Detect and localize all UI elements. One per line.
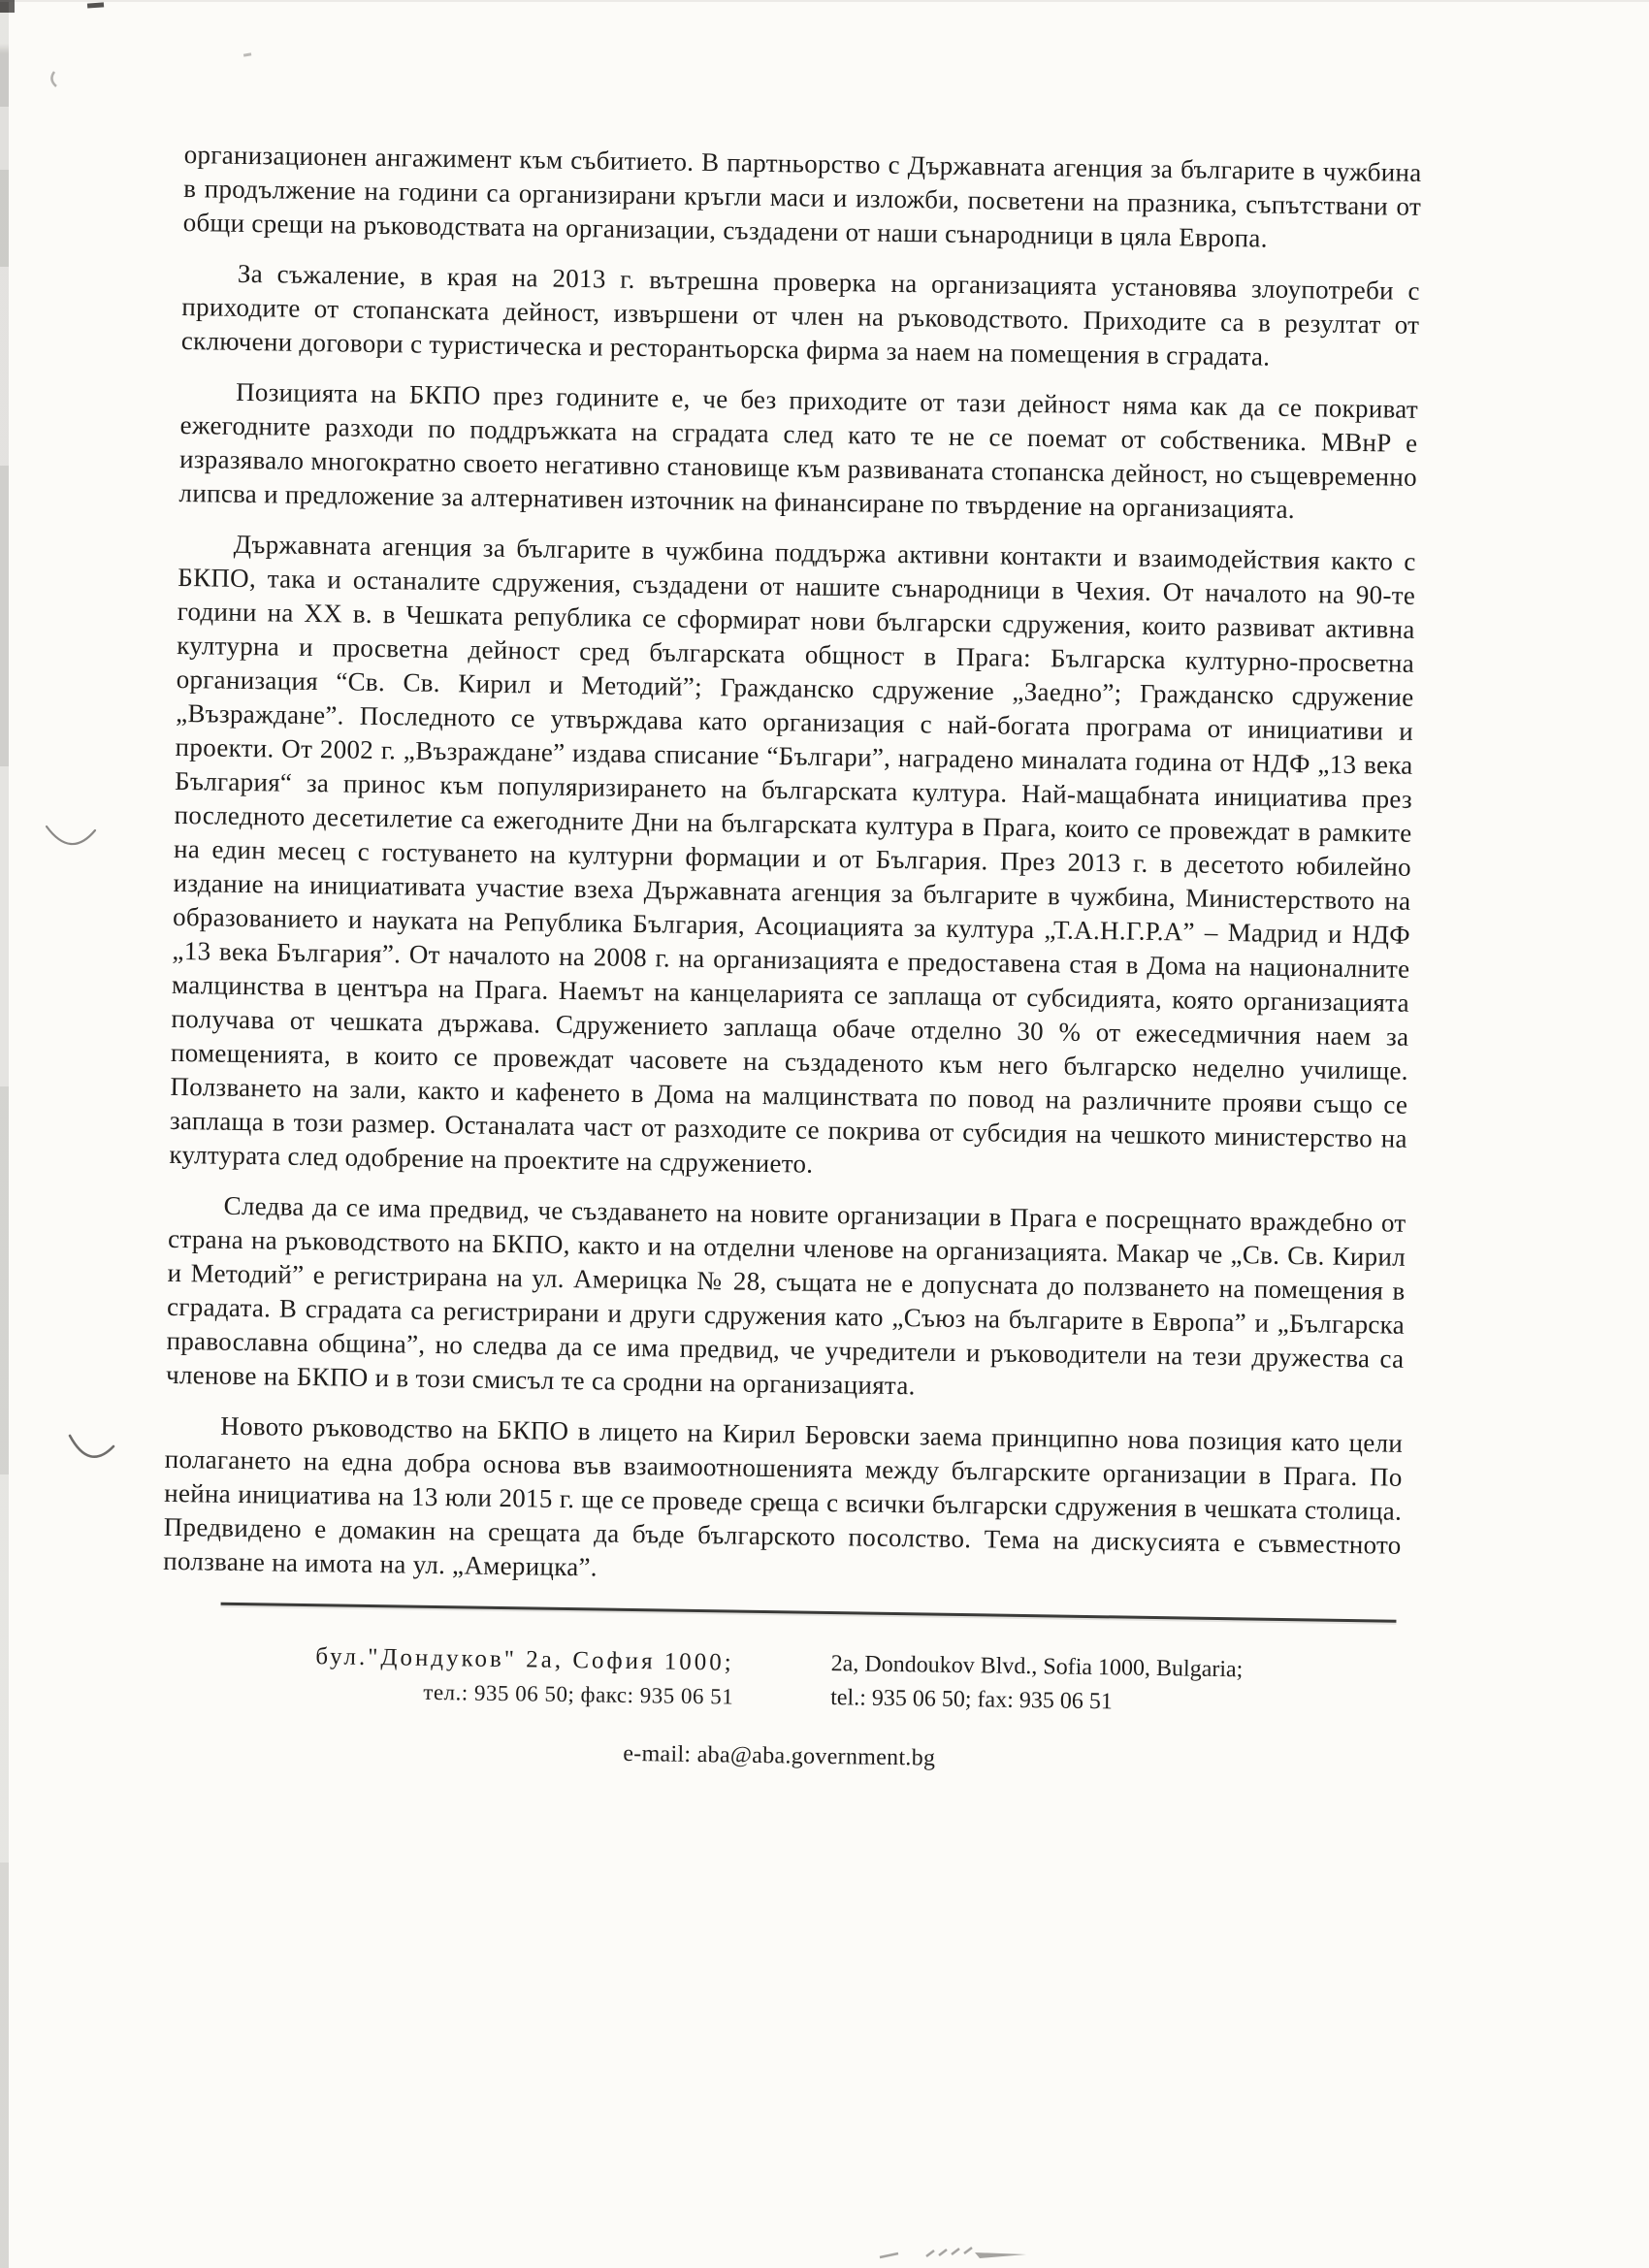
footer-address-en-line2: tel.: 935 06 50; fax: 935 06 51 — [830, 1685, 1114, 1715]
body-paragraph-2: За съжаление, в края на 2013 г. вътрешна проверка на организацията установява злоупотреби с приходите от стопанската дейност, извършени от член на ръководството. Приходите са в резултат от сключени договори с туристическа и ресторантьорска фирма за наем на помещения в сградата. — [180, 258, 1421, 372]
body-paragraph-4: Държавната агенция за българите в чужбина поддържа активни контакти и взаимодействия както с БКПО, така и останалите сдружения, създадени от нашите сънародници в Чехия. От началото на 90-те години на ХХ в. в Чешката република се сформират нови български сдружения, които развиват активна културна и просветна дейност сред българската общност в Прага: Българска културно-просветна организация “Св. Св. Кирил и Методий”; Гражданско сдружение „Заедно”; Гражданско сдружение „Възраждане”. Последното се утвърждава като организация с най-богата програма от инициативи и проекти. От 2002 г. „Възраждане” издава списание “Българи”, наградено миналата година от НДФ „13 века България“ за принос към популяризирането на българската култура. Най-мащабната инициатива през последното десетилетие са ежегодните Дни на българската култура в Прага, които се провеждат в рамките на един месец с гостуването на културни формации и от България. През 2013 г. в десетото юбилейно издание на инициативата участие взеха Държавната агенция за българите в чужбина, Министерството на образованието и науката на Република България, Асоциацията за култура „Т.А.Н.Г.Р.А” – Мадрид и НДФ „13 века България”. От началото на 2008 г. на организацията е предоставена стая в Дома на националните малцинства в центъра на Прага. Наемът на канцеларията се заплаща от субсидията, която организацията получава от чешката държава. Сдружението заплаща обаче отделно 30 % от ежеседмичния наем за помещенията, в които се провеждат часовете на създаденото към него българско неделно училище. Ползването на зали, както и кафенето в Дома на малцинствата по повод на различните прояви също се заплаща в този размер. Останалата част от разходите се покрива от субсидия на чешкото министерство на културата след одобрение на проектите на сдружението. — [169, 529, 1416, 1179]
footer-email: e-mail: aba@aba.government.bg — [623, 1740, 936, 1771]
footer-divider-line — [221, 1603, 1397, 1623]
footer-address-bg-line1: бул."Дондуков" 2а, София 1000; — [315, 1643, 734, 1676]
footer-address-bg-line2: тел.: 935 06 50; факс: 935 06 51 — [423, 1679, 734, 1709]
footer-address-en-line1: 2a, Dondoukov Blvd., Sofia 1000, Bulgaria; — [830, 1651, 1244, 1683]
scan-top-edge — [0, 0, 1649, 2]
body-paragraph-3: Позицията на БКПО през годините е, че без приходите от тази дейност няма как да се покриват ежегодните разходи по поддръжката на сградата след като те не се поемат от собственика. МВнР е изразявало многократно своето негативно становище към развиваната стопанска дейност, но същевременно липсва и предложение за алтернативен източник на финансиране по твърдение на организацията. — [178, 376, 1419, 525]
document-body — [160, 138, 1422, 1779]
scan-edge-shadow — [0, 0, 9, 2268]
footer-address-bg — [161, 1637, 734, 1714]
body-paragraph-6: Новото ръководство на БКПО в лицето на Кирил Беровски заема принципно нова позиция като цели полагането на една добра основа във взаимоотношенията между българските организации в Прага. По нейна инициатива на 13 юли 2015 г. ще се проведе среща с всички български сдружения в чешката столица. Предвидено е домакин на срещата да бъде българското посолство. Тема на дискусията е съвместното ползване на имота на ул. „Америцка”. — [163, 1410, 1404, 1582]
body-paragraph-1: организационен ангажимент към събитието. В партньорство с Държавната агенция за българите в чужбина в продължение на години са организирани кръгли маси и изложби, посветени на празника, съпътствани от общи срещи на ръководствата на организации, създадени от наши сънародници в цяла Европа. — [182, 139, 1422, 253]
footer-address-en — [830, 1647, 1244, 1721]
body-paragraph-5: Следва да се има предвид, че създаването на новите организации в Прага е посрещнато враждебно от страна на ръководството на БКПО, както и на отделни членове на организацията. Макар че „Св. Св. Кирил и Методий” е регистрирана на ул. Америцка № 28, същата не е допусната до ползването на помещения в сградата. В сградата са регистрирани и други сдружения като „Съюз на българите в Европа” и „Българска православна община”, но следва да се има предвид, че учредители и ръководители на тези дружества са членове на БКПО и в този смисъл те са сродни на организацията. — [165, 1190, 1406, 1401]
footer-address-block — [161, 1637, 1400, 1724]
letterhead-footer — [160, 1602, 1400, 1779]
